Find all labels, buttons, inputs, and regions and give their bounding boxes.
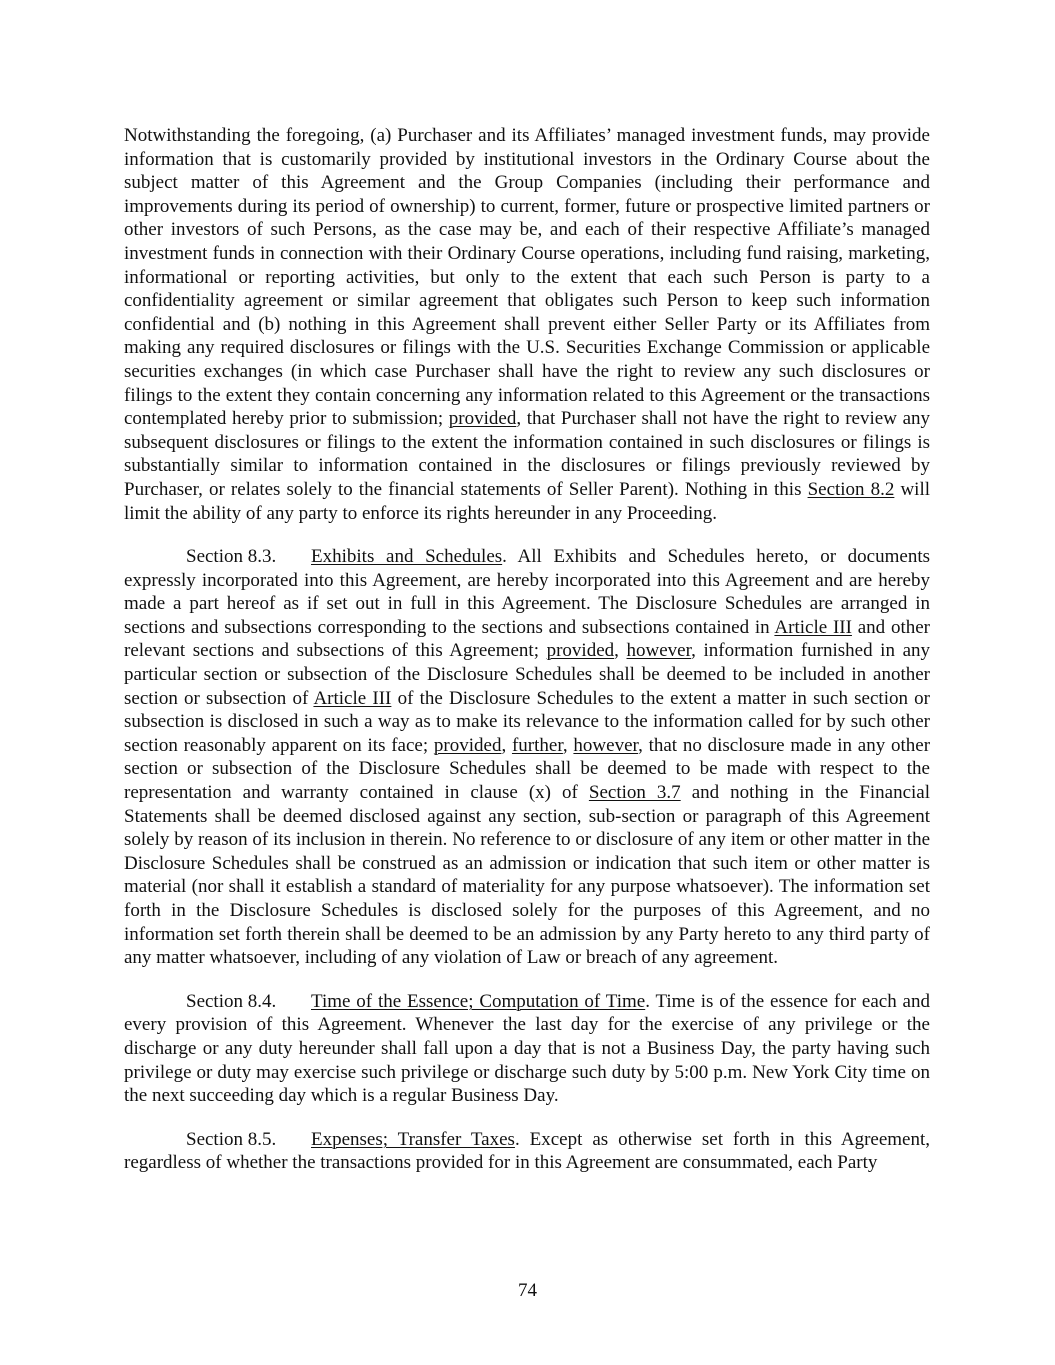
defined-term-further: further bbox=[511, 734, 563, 756]
paragraph-confidentiality-exceptions bbox=[124, 124, 930, 525]
cross-reference-article-iii: Article III bbox=[774, 616, 852, 638]
text-run: of the Disclosure Schedules to the extent a matter in such section or subsection is disclosed in such a way as to make its relevance to the information called for by such other section reasonably apparent on its face; bbox=[124, 687, 930, 756]
text-run: . All Exhibits and Schedules hereto, or documents expressly incorporated into this Agreement, are hereby incorporated into this Agreement and are hereby made a part hereof as if set out in full in this Agreement. The Disclosure Schedules are arranged in sections and subsections corresponding to the sections and subsections contained in bbox=[124, 546, 931, 638]
defined-term-however: however bbox=[626, 640, 692, 662]
defined-term-provided: provided bbox=[546, 640, 615, 662]
text-run: and other relevant sections and subsections of this Agreement; bbox=[124, 616, 930, 662]
text-run: Notwithstanding the foregoing, (a) Purchaser and its Affiliates’ managed investment funds, may provide information that is customarily provided by institutional investors in the Ordinary Course about the subject matter of this Agreement and the Group Companies (including their performance and improvements during its period of ownership) to current, former, future or prospective limited partners or other investors of such Persons, as the case may be, and each of their respective Affiliate’s managed investment funds in connection with their Ordinary Course operations, including fund raising, marketing, informational or reporting activities, but only to the extent that each such Person is party to a confidentiality agreement or similar agreement that obligates such Person to keep such information confidential and (b) nothing in this Agreement shall prevent either Seller Party or its Affiliates from making any required disclosures or filings with the U.S. Securities Exchange Commission or applicable securities exchanges (in which case Purchaser shall have the right to review any such disclosures or filings to the extent they contain concerning any information related to this Agreement or the transactions contemplated hereby prior to submission; bbox=[124, 125, 930, 430]
text-run: , bbox=[562, 734, 574, 756]
cross-reference-section-3-7: Section 3.7 bbox=[588, 782, 681, 804]
cross-reference-section-8-2: Section 8.2 bbox=[807, 478, 895, 500]
text-run: , information furnished in any particular section or subsection of the Disclosure Schedules shall be deemed to be included in another section or subsection of bbox=[124, 640, 930, 709]
page-number: 74 bbox=[518, 1280, 537, 1301]
section-heading: Time of the Essence; Computation of Time bbox=[311, 990, 646, 1012]
section-number: Section 8.3. bbox=[186, 546, 277, 568]
defined-term-provided: provided bbox=[448, 408, 517, 430]
text-run: and nothing in the Financial Statements shall be deemed disclosed against any section, sub-section or paragraph of this Agreement solely by reason of its inclusion in therein. No reference to or disclosure of any item or other matter in the Disclosure Schedules shall be construed as an admission or indication that such item or other matter is material (nor shall it establish a standard of materiality for any purpose whatsoever). The information set forth in the Disclosure Schedules is disclosed solely for the purposes of this Agreement, and no information set forth therein shall be deemed to be an admission by any Party hereto to any third party of any matter whatsoever, including of any violation of Law or breach of any agreement. bbox=[124, 782, 930, 969]
text-run: , bbox=[501, 734, 512, 756]
section-number: Section 8.5. bbox=[186, 1128, 277, 1150]
text-run: , bbox=[614, 640, 627, 662]
section-8-5-paragraph bbox=[124, 1128, 930, 1175]
section-number: Section 8.4. bbox=[186, 990, 277, 1012]
text-run: , that Purchaser shall not have the right to review any subsequent disclosures or filings to the extent the information contained in such disclosures or filings is substantially similar to information contained in the disclosures or filings previously reviewed by Purchaser, or relates solely to the financial statements of Seller Parent). Nothing in this bbox=[124, 408, 930, 500]
cross-reference-article-iii: Article III bbox=[313, 687, 392, 709]
text-run: . Time is of the essence for each and every provision of this Agreement. Whenever the last day for the exercise of any privilege or the discharge or any duty hereunder shall fall upon a day that is not a Business Day, the party having such privilege or duty may exercise such privilege or discharge such duty by 5:00 p.m. New York City time on the next succeeding day which is a regular Business Day. bbox=[124, 990, 930, 1107]
defined-term-however: however bbox=[573, 734, 639, 756]
section-heading: Exhibits and Schedules bbox=[311, 546, 503, 568]
section-heading: Expenses; Transfer Taxes bbox=[311, 1128, 515, 1150]
defined-term-provided: provided bbox=[433, 734, 502, 756]
text-run: . Except as otherwise set forth in this Agreement, regardless of whether the transactions provided for in this Agreement are consummated, each Party bbox=[124, 1128, 930, 1174]
section-8-3-paragraph bbox=[124, 545, 930, 970]
text-run: , that no disclosure made in any other section or subsection of the Disclosure Schedules shall be deemed to be made with respect to the representation and warranty contained in clause (x) of bbox=[124, 734, 931, 804]
document-page bbox=[124, 124, 930, 1195]
section-8-4-paragraph bbox=[124, 990, 930, 1108]
text-run: will limit the ability of any party to enforce its rights hereunder in any Proceeding. bbox=[124, 478, 930, 524]
